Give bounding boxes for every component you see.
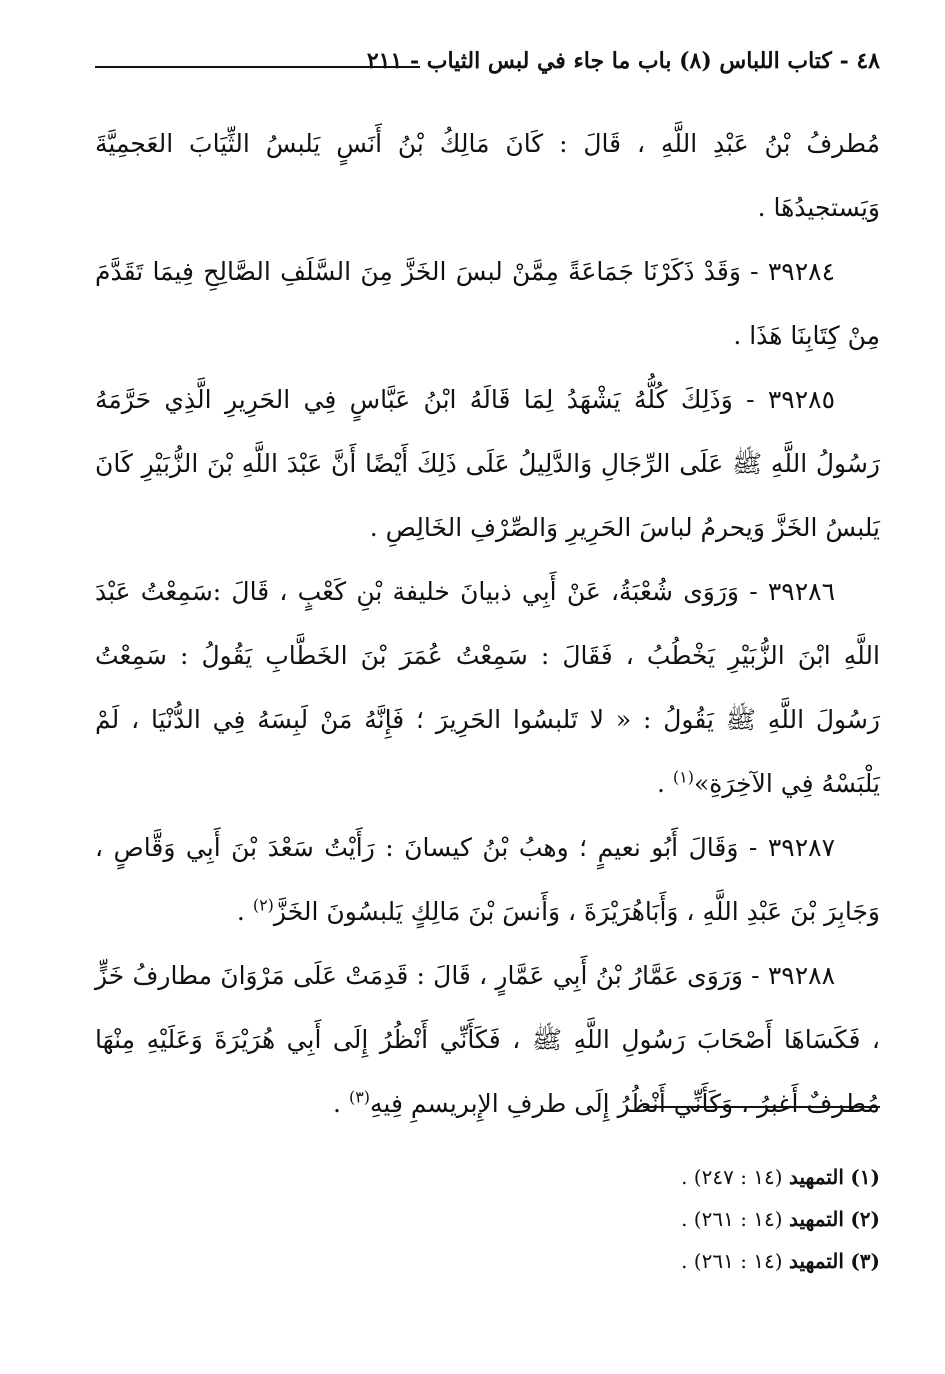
footnote-detail: (١٤ : ٢٦١) . [681, 1207, 789, 1231]
paragraph-text: ٣٩٢٨٥ - وَذَلِكَ كُلُّهُ يَشْهَدُ لِمَا قَالَهُ ابْنُ عَبَّاسٍ فِي الحَرِيرِ الَّذِي حَرَّمَهُ رَسُولُ اللَّهِ ﷺ عَلَى الرِّجَالِ وَالدَّلِيلُ عَلَى ذَلِكَ أَيْضًا أَنَّ عَبْدَ اللَّهِ بْنَ الزُّبَيْرِ كَانَ يَلبسُ الخَزَّ وَيحرمُ لباسَ الحَرِيرِ وَالصِّرْفِ الخَالِصِ . [95, 385, 880, 542]
footnote-source: التمهيد [788, 1207, 844, 1231]
paragraph-39284 [95, 240, 880, 368]
paragraph-text: ٣٩٢٨٧ - وَقَالَ أَبُو نعيمٍ ؛ وهبُ بْنُ كيسانَ : رَأَيْتُ سَعْدَ بْنَ أَبِي وَقَّاصٍ ، وَجَابِرَ بْنَ عَبْدِ اللَّهِ ، وَأَبَاهُرَيْرَةَ ، وَأَنسَ بْنَ مَالِكٍ يَلبسُونَ الخَزَّ [95, 833, 880, 926]
paragraph-text: مُطرفُ بْنُ عَبْدِ اللَّهِ ، قَالَ : كَانَ مَالِكُ بْنُ أَنَسٍ يَلبسُ الثِّيَابَ العَجمِيَّةَ وَيَستجيدُهَا . [95, 129, 880, 222]
footnote-reference[interactable]: (١) [672, 767, 694, 787]
footnote-source: التمهيد [788, 1165, 844, 1189]
footnote-detail: (١٤ : ٢٦١) . [681, 1249, 789, 1273]
main-text [95, 112, 880, 1136]
footnote-separator [643, 1106, 880, 1108]
footnote-1 [95, 1156, 880, 1198]
paragraph-39287 [95, 816, 880, 944]
footnote-number: (٢) [850, 1207, 880, 1231]
paragraph-39286 [95, 560, 880, 816]
paragraph-text: ٣٩٢٨٨ - وَرَوَى عَمَّارُ بْنُ أَبِي عَمَّارٍ ، قَالَ : قَدِمَتْ عَلَى مَرْوَانَ مطارفُ خَزٍّ ، فَكَسَاهَا أَصْحَابَ رَسُولِ اللَّهِ ﷺ ، فَكَأَنِّي أَنْظُرُ إِلَى أَبِي هُرَيْرَةَ وَعَلَيْهِ مِنْهَا مُطرفٌ أَغبرُ ، وَكَأَنِّي أَنْظُرُ إِلَى طرفِ الإِبريسمِ فِيهِ [95, 961, 880, 1118]
footnote-source: التمهيد [788, 1249, 844, 1273]
paragraph-end: . [333, 1089, 349, 1118]
header-rule [95, 66, 420, 68]
paragraph-text: ٣٩٢٨٤ - وَقَدْ ذَكَرْنَا جَمَاعَةً مِمَّنْ لبسَ الخَزَّ مِنَ السَّلَفِ الصَّالِحِ فِيمَا تَقَدَّمَ مِنْ كِتَابِنَا هَذَا . [95, 257, 880, 350]
paragraph-continuation [95, 112, 880, 240]
footnotes [95, 1156, 880, 1282]
footnote-2 [95, 1198, 880, 1240]
footnote-3 [95, 1240, 880, 1282]
footnote-reference[interactable]: (٢) [252, 895, 274, 915]
paragraph-text: ٣٩٢٨٦ - وَرَوَى شُعْبَةُ، عَنْ أَبِي ذبيانَ خليفة بْنِ كَعْبٍ ، قَالَ :سَمِعْتُ عَبْدَ اللَّهِ ابْنَ الزُّبَيْرِ يَخْطُبُ ، فَقَالَ : سَمِعْتُ عُمَرَ بْنَ الخَطَّابِ يَقُولُ : سَمِعْتُ رَسُولَ اللَّهِ ﷺ يَقُولُ : « لا تَلبسُوا الحَرِيرَ ؛ فَإِنَّهُ مَنْ لَبِسَهُ فِي الدُّنْيَا ، لَمْ يَلْبَسْهُ فِي الآخِرَةِ» [95, 577, 880, 798]
footnote-number: (٣) [850, 1249, 880, 1273]
footnote-reference[interactable]: (٣) [348, 1087, 371, 1107]
footnote-number: (١) [850, 1165, 880, 1189]
paragraph-39285 [95, 368, 880, 560]
running-header [95, 44, 880, 84]
paragraph-end: . [236, 897, 253, 926]
footnote-detail: (١٤ : ٢٤٧) . [681, 1165, 789, 1189]
header-title: ٤٨ - كتاب اللباس (٨) باب ما جاء في لبس الثياب - ٢١١ [366, 48, 880, 74]
paragraph-end: . [656, 769, 673, 798]
